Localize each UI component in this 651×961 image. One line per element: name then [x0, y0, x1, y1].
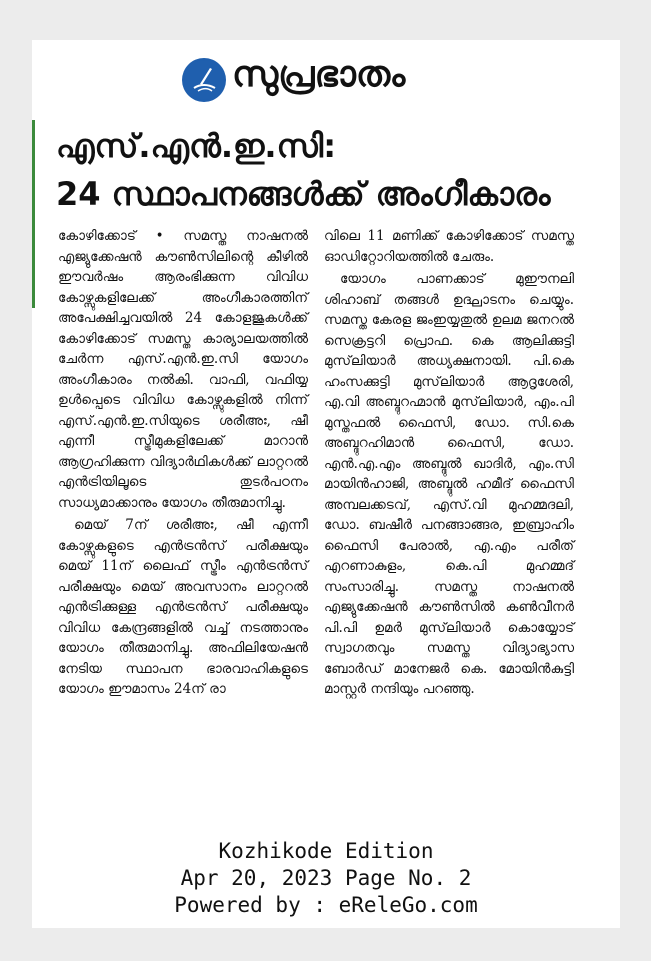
powered-by-link[interactable]: Powered by : eReleGo.com: [174, 893, 478, 917]
newspaper-clipping: [32, 40, 620, 928]
edition-date-page: Apr 20, 2023 Page No. 2: [180, 866, 472, 890]
article-column-1: [58, 226, 308, 702]
article-paragraph: കോഴിക്കോട് • സമസ്ത നാഷനൽ എജ്യുക്കേഷൻ കൗൺസിലിന്റെ കീഴിൽ ഈവർഷം ആരംഭിക്കുന്ന വിവിധ കോഴ്സുകളിലേക്ക് അംഗീകാരത്തിന് അപേക്ഷിച്ചവയിൽ 24 കോളജുകൾക്ക് കോഴിക്കോട് സമസ്ത കാര്യാലയത്തിൽ ചേർന്ന എസ്.എൻ.ഇ.സി യോഗം അംഗീകാരം നൽകി. വാഫി, വഫിയ്യ ഉൾപ്പെടെ വിവിധ കോഴ്സുകളിൽ നിന്ന് എസ്.എൻ.ഇ.സിയുടെ ശരീഅഃ, ഷീ എന്നീ സ്ട്രീമുകളിലേക്ക് മാറാൻ ആഗ്രഹിക്കുന്ന വിദ്യാർഥികൾക്ക് ലാറ്ററൽ എൻട്രിയിലൂടെ തുടർപഠനം സാധ്യമാക്കാനും യോഗം തീരുമാനിച്ചു.: [58, 228, 308, 511]
edition-name: Kozhikode Edition: [218, 839, 434, 863]
article-paragraph: യോഗം പാണക്കാട് മുഈനലി ശിഹാബ് തങ്ങൾ ഉദ്ഘാടനം ചെയ്യും. സമസ്ത കേരള ജംഇയ്യതുൽ ഉലമ ജനറൽ സെക്രട്ടറി പ്രൊഫ. കെ ആലിക്കുട്ടി മുസ്‌ലിയാർ അധ്യക്ഷനായി. പി.കെ ഹംസക്കുട്ടി മുസ്‌ലിയാർ ആദൃശേരി, എ.വി അബ്ദുറഹ്മാൻ മുസ്‌ലിയാർ, എം.പി മുസ്തഫൽ ഫൈസി, ഡോ. സി.കെ അബ്ദുറഹിമാൻ ഫൈസി, ഡോ. എൻ.എ.എം അബ്ദുൽ ഖാദിർ, എം.സി മായിൻഹാജി, അബ്ദുൽ ഹമീദ് ഫൈസി അമ്പലക്കടവ്, എസ്.വി മുഹമ്മദലി, ഡോ. ബഷീർ പനങ്ങാങ്ങര, ഇബ്രാഹിം ഫൈസി പേരാൽ, എ.എം പരീത് എറണാകുളം, കെ.പി മുഹമ്മദ് സംസാരിച്ചു. സമസ്ത നാഷനൽ എജ്യുക്കേഷൻ കൗൺസിൽ കൺവീനർ പി.പി ഉമർ മുസ്‌ലിയാർ കൊയ്യോട് സ്വാഗതവും സമസ്ത വിദ്യാഭ്യാസ ബോർഡ് മാനേജർ കെ. മോയിൻകുട്ടി മാസ്റ്റർ നന്ദിയും പറഞ്ഞു.: [324, 271, 574, 697]
masthead-title: സുപ്രഭാതം: [232, 54, 406, 95]
masthead: [32, 48, 620, 108]
edition-footer: [32, 838, 620, 919]
article-paragraph: മെയ് 7ന് ശരീഅഃ, ഷീ എന്നീ കോഴ്സുകളുടെ എൻട്രൻസ് പരീക്ഷയും മെയ് 11ന് ലൈഫ് സ്ട്രീം എൻട്രൻസ് പരീക്ഷയും മെയ് അവസാനം ലാറ്ററൽ എൻട്രിക്കുള്ള എൻട്രൻസ് പരീക്ഷയും വിവിധ കേന്ദ്രങ്ങളിൽ വച്ച് നടത്താനും യോഗം തീരുമാനിച്ചു. അഫിലിയേഷൻ നേടിയ സ്ഥാപന ഭാരവാഹികളുടെ യോഗം ഈമാസം 24ന് രാ: [58, 517, 308, 697]
globe-pen-icon: [182, 58, 226, 102]
headline-line-2: 24 സ്ഥാപനങ്ങൾക്ക് അംഗീകാരം: [56, 175, 551, 213]
headline-accent-rule: [32, 120, 35, 308]
headline-line-1: എസ്.എൻ.ഇ.സി:: [56, 127, 337, 165]
article-paragraph: വിലെ 11 മണിക്ക് കോഴിക്കോട് സമസ്ത ഓഡിറ്റോറിയത്തിൽ ചേരും.: [324, 228, 574, 265]
article: [32, 118, 620, 838]
headline: [56, 122, 606, 218]
article-column-2: [324, 226, 574, 702]
